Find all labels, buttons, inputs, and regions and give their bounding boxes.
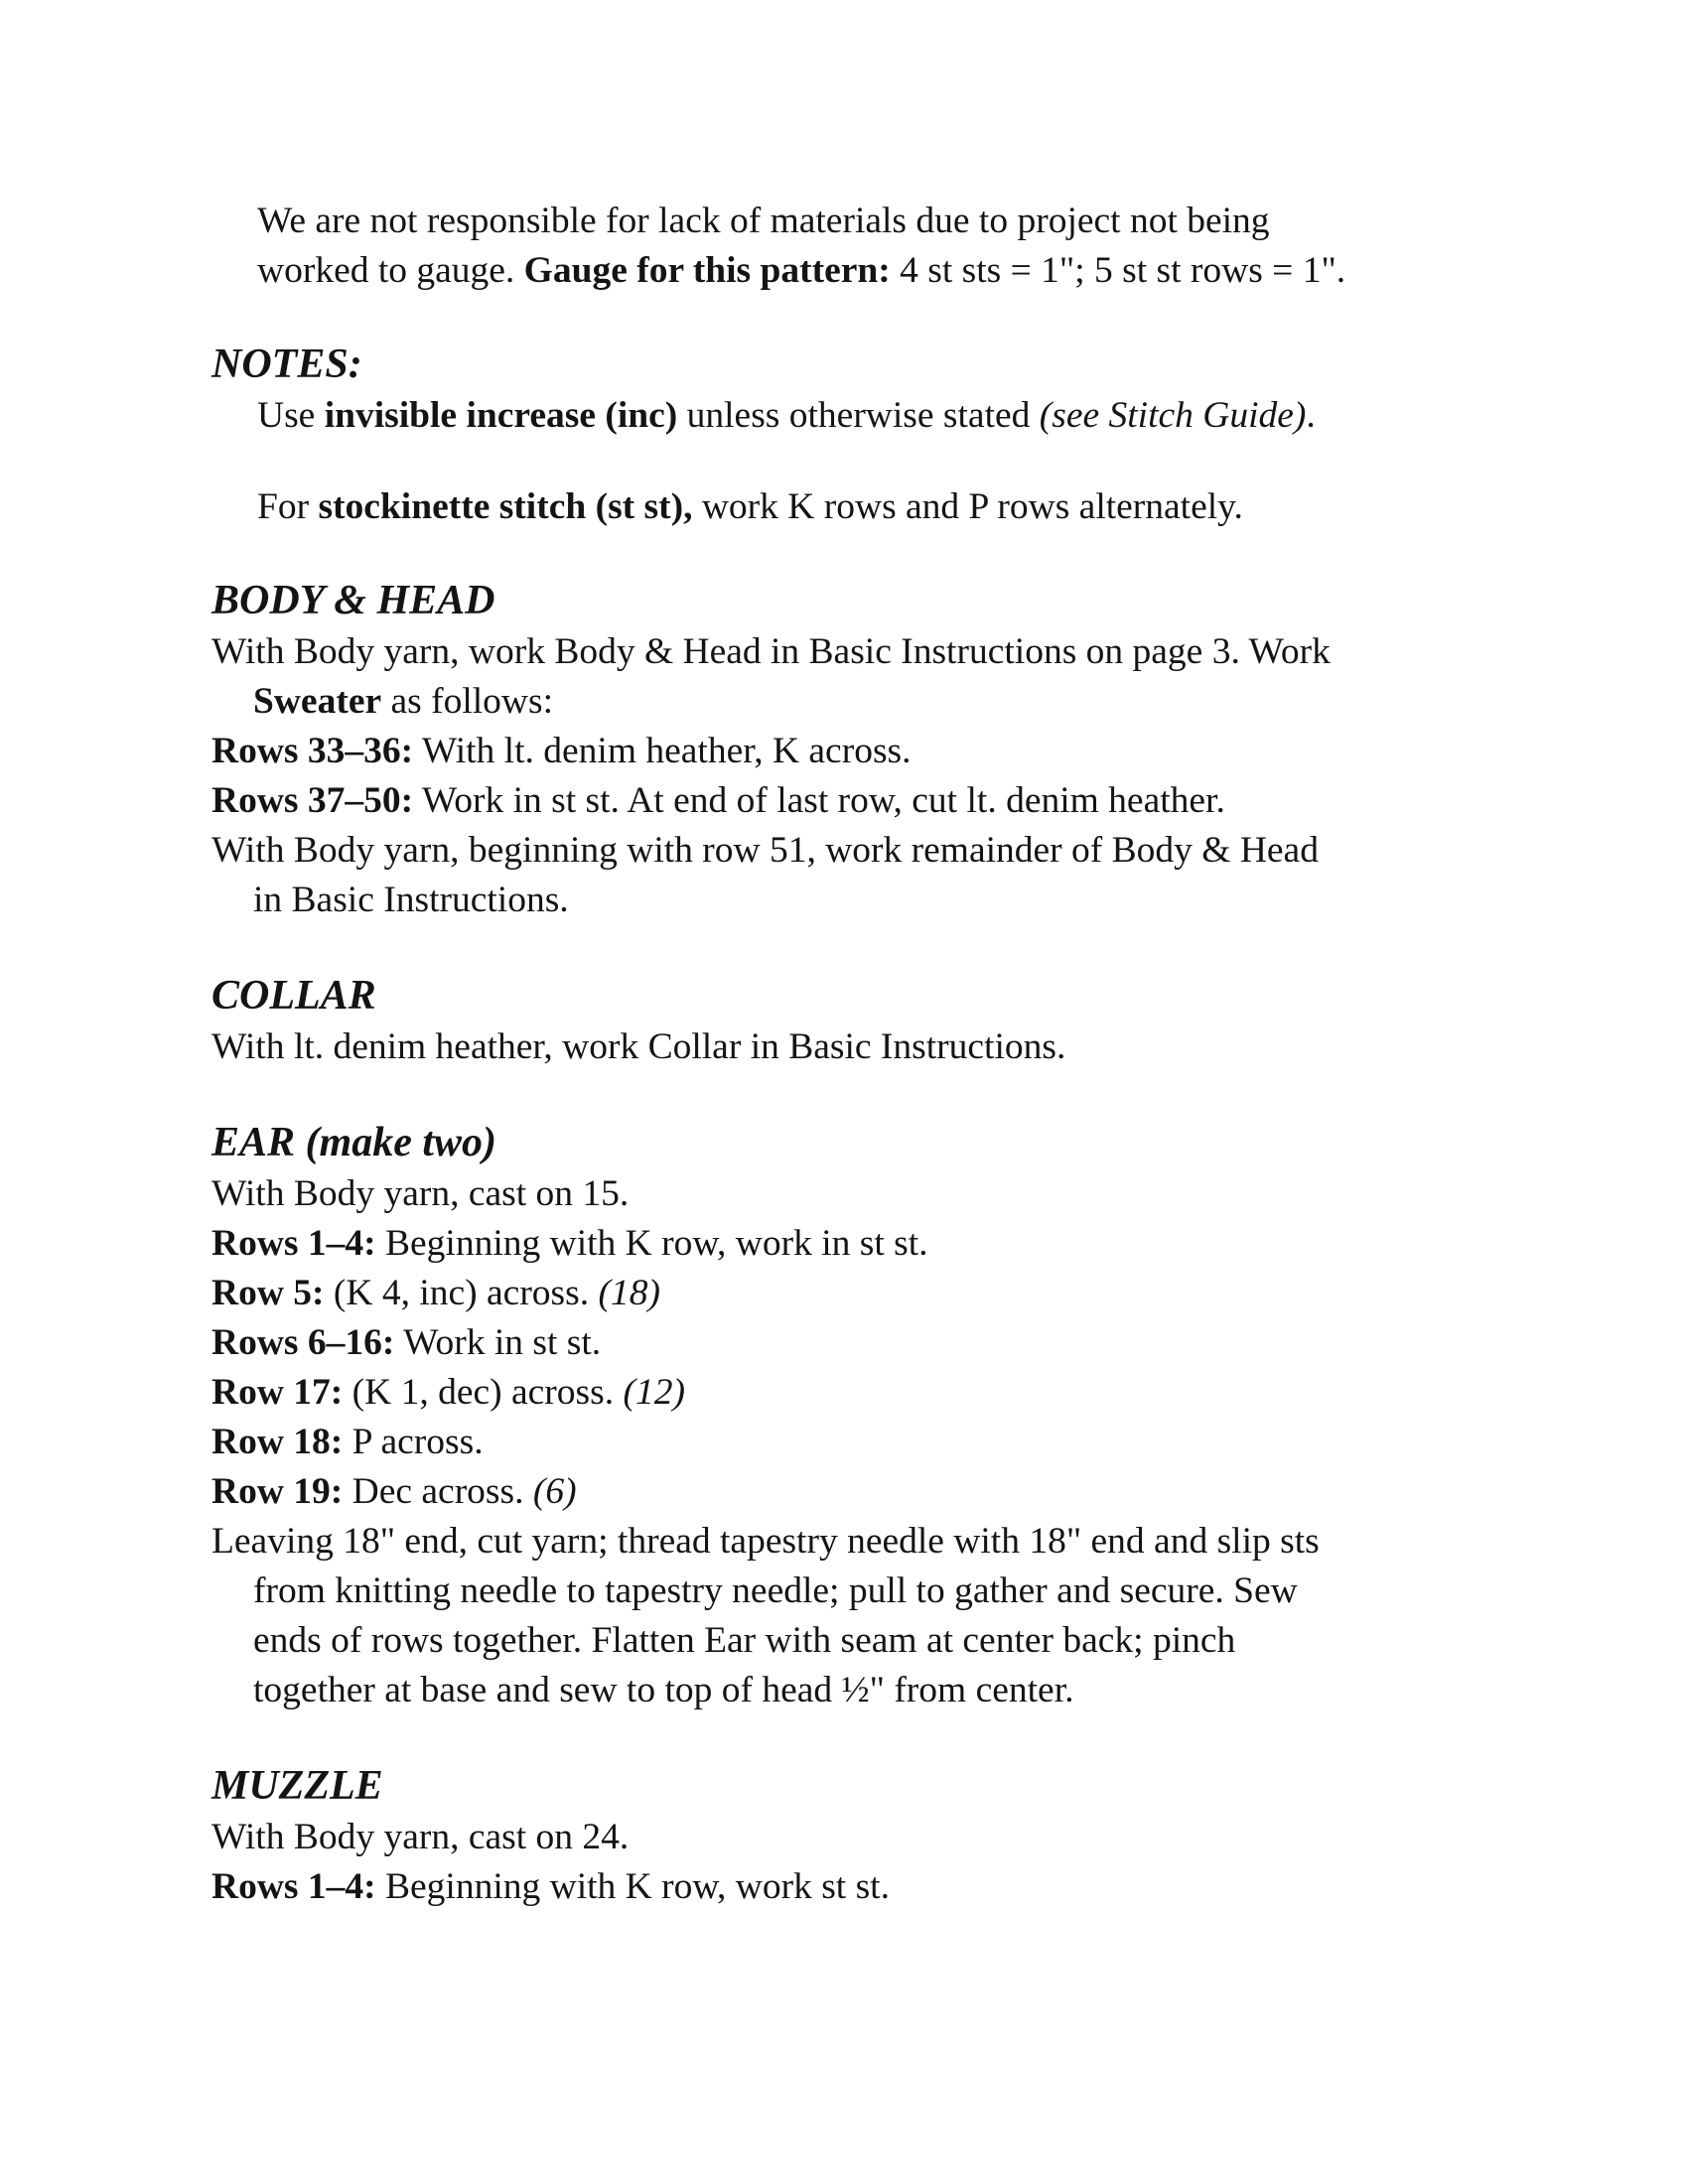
finish-line: ends of rows together. Flatten Ear with seam at center back; pinch [253, 1620, 1236, 1661]
ear-heading: EAR (make two) [211, 1120, 497, 1165]
row-label: Rows 6–16: [211, 1322, 395, 1363]
row-label: Row 18: [211, 1422, 344, 1462]
note-text: . [1306, 395, 1316, 436]
instruction-row [211, 1318, 1502, 1368]
gauge-text: worked to gauge. [257, 250, 524, 291]
gauge-label: Gauge for this pattern: [523, 250, 891, 291]
row-text: Work in st st. [394, 1322, 602, 1363]
note-term: stockinette stitch (st st), [318, 486, 693, 527]
stitch-count: (12) [623, 1372, 685, 1413]
row-label: Rows 1–4: [211, 1866, 376, 1907]
muzzle-cast-on: With Body yarn, cast on 24. [211, 1817, 630, 1857]
intro-line-2: as follows: [381, 681, 554, 722]
notes-heading: NOTES: [211, 341, 362, 387]
row-text: Work in st st. At end of last row, cut lt. denim heather. [413, 780, 1225, 821]
gauge-values: 4 st sts = 1"; 5 st st rows = 1". [890, 250, 1346, 291]
note-text: For [257, 486, 319, 527]
finish-line: together at base and sew to top of head ½" from center. [253, 1670, 1074, 1710]
finish-line: from knitting needle to tapestry needle; pull to gather and secure. Sew [253, 1570, 1298, 1611]
gauge-paragraph [211, 197, 1502, 296]
row-label: Row 17: [211, 1372, 344, 1413]
body-head-closing [211, 826, 1502, 925]
row-text: P across. [343, 1422, 484, 1462]
finish-text [211, 1517, 1502, 1715]
instruction-row [211, 727, 1502, 776]
row-text: With lt. denim heather, K across. [413, 731, 912, 771]
row-text: (K 1, dec) across. [343, 1372, 624, 1413]
finish-line: Leaving 18" end, cut yarn; thread tapestry needle with 18" end and slip sts [211, 1521, 1320, 1562]
row-text: (K 4, inc) across. [324, 1273, 599, 1313]
instruction-row [211, 1467, 1502, 1517]
note-text: Use [257, 395, 325, 436]
row-label: Rows 37–50: [211, 780, 414, 821]
closing-text [211, 826, 1502, 925]
body-head-intro-text [211, 627, 1502, 727]
instruction-row [211, 1368, 1502, 1418]
closing-line-1: With Body yarn, beginning with row 51, work remainder of Body & Head [211, 830, 1319, 871]
note-text: unless otherwise stated [677, 395, 1040, 436]
row-label: Row 19: [211, 1471, 344, 1512]
collar-heading: COLLAR [211, 973, 376, 1019]
instruction-row [211, 1418, 1502, 1467]
row-text: Beginning with K row, work in st st. [375, 1223, 928, 1264]
instruction-row [211, 1862, 1502, 1912]
muzzle-heading: MUZZLE [211, 1763, 383, 1809]
gauge-line-1: We are not responsible for lack of materials due to project not being [257, 201, 1270, 241]
row-text: Beginning with K row, work st st. [375, 1866, 890, 1907]
row-label: Rows 33–36: [211, 731, 414, 771]
closing-line-2: in Basic Instructions. [253, 880, 569, 920]
ear-cast-on: With Body yarn, cast on 15. [211, 1173, 630, 1214]
note-term: invisible increase (inc) [324, 395, 678, 436]
stitch-count: (6) [532, 1471, 577, 1512]
intro-line-1: With Body yarn, work Body & Head in Basic Instructions on page 3. Work [211, 631, 1331, 672]
instruction-row [211, 776, 1502, 826]
row-label: Row 5: [211, 1273, 325, 1313]
instruction-row [211, 1269, 1502, 1318]
row-text: Dec across. [343, 1471, 533, 1512]
gauge-line-2 [257, 246, 1502, 296]
row-label: Rows 1–4: [211, 1223, 376, 1264]
instruction-row [211, 1219, 1502, 1269]
collar-text: With lt. denim heather, work Collar in Basic Instructions. [211, 1026, 1066, 1067]
body-head-intro [211, 627, 1502, 727]
note-increase [257, 391, 1502, 441]
note-reference: (see Stitch Guide) [1039, 395, 1307, 436]
pattern-page [211, 197, 1502, 1912]
note-text: work K rows and P rows alternately. [692, 486, 1243, 527]
note-stockinette [257, 482, 1502, 532]
intro-term: Sweater [253, 681, 382, 722]
notes-section [211, 391, 1502, 532]
stitch-count: (18) [598, 1273, 660, 1313]
body-head-heading: BODY & HEAD [211, 578, 495, 623]
ear-finishing [211, 1517, 1502, 1715]
